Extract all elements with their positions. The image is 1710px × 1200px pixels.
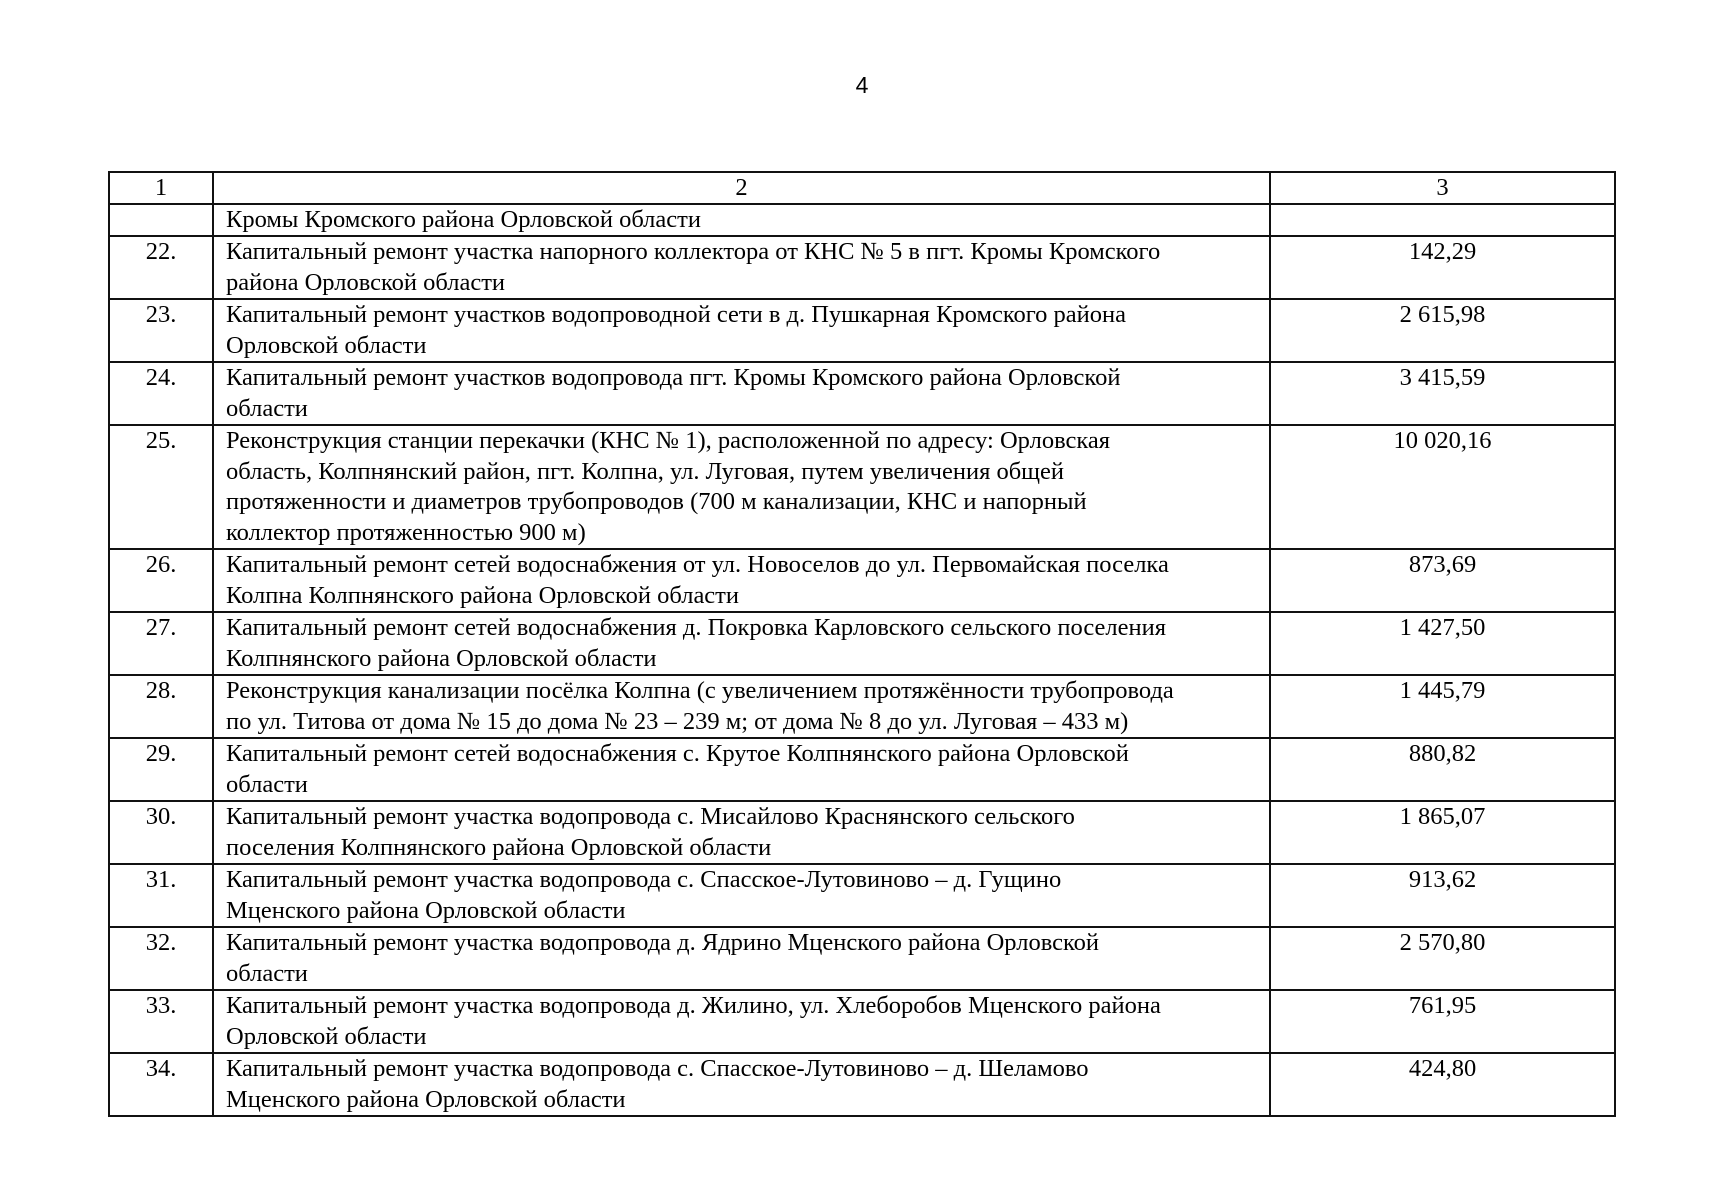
- table-row: [109, 801, 1615, 864]
- row-amount: 1 865,07: [1270, 801, 1615, 864]
- row-description: Капитальный ремонт сетей водоснабжения от ул. Новоселов до ул. Первомайская поселка Колпна Колпнянского района Орловской области: [213, 549, 1270, 612]
- row-description: Капитальный ремонт участка водопровода с. Спасское-Лутовиново – д. Шеламово Мценского района Орловской области: [213, 1053, 1270, 1116]
- table-row: [109, 990, 1615, 1053]
- table-row: [109, 675, 1615, 738]
- row-amount: 424,80: [1270, 1053, 1615, 1116]
- page-number: 4: [855, 72, 869, 98]
- table-row: [109, 425, 1615, 549]
- table-row: [109, 864, 1615, 927]
- table-row: [109, 738, 1615, 801]
- row-amount: 761,95: [1270, 990, 1615, 1053]
- row-number: 24.: [109, 362, 213, 425]
- row-number: 32.: [109, 927, 213, 990]
- continuation-row: [109, 204, 1615, 236]
- row-amount: [1270, 204, 1615, 236]
- row-number: [109, 204, 213, 236]
- header-col-2: 2: [213, 172, 1270, 204]
- row-amount: 913,62: [1270, 864, 1615, 927]
- row-number: 25.: [109, 425, 213, 549]
- row-description: Капитальный ремонт сетей водоснабжения д. Покровка Карловского сельского поселения Колпнянского района Орловской области: [213, 612, 1270, 675]
- header-col-1: 1: [109, 172, 213, 204]
- works-table: [108, 171, 1616, 1117]
- row-amount: 3 415,59: [1270, 362, 1615, 425]
- row-description: Реконструкция станции перекачки (КНС № 1), расположенной по адресу: Орловская область, Колпнянский район, пгт. Колпна, ул. Луговая, путем увеличения общей протяженности и диаметров трубопроводов (700 м канализации, КНС и напорный коллектор протяженностью 900 м): [213, 425, 1270, 549]
- row-amount: 2 615,98: [1270, 299, 1615, 362]
- row-amount: 10 020,16: [1270, 425, 1615, 549]
- table-row: [109, 927, 1615, 990]
- table-header-row: [109, 172, 1615, 204]
- row-description: Реконструкция канализации посёлка Колпна (с увеличением протяжённости трубопровода по ул. Титова от дома № 15 до дома № 23 – 239 м; от дома № 8 до ул. Луговая – 433 м): [213, 675, 1270, 738]
- row-description: Капитальный ремонт участков водопроводной сети в д. Пушкарная Кромского района Орловской области: [213, 299, 1270, 362]
- table-row: [109, 612, 1615, 675]
- row-amount: 1 427,50: [1270, 612, 1615, 675]
- row-description: Капитальный ремонт участка водопровода д. Жилино, ул. Хлеборобов Мценского района Орловской области: [213, 990, 1270, 1053]
- row-number: 33.: [109, 990, 213, 1053]
- row-number: 23.: [109, 299, 213, 362]
- row-amount: 142,29: [1270, 236, 1615, 299]
- row-number: 27.: [109, 612, 213, 675]
- header-col-3: 3: [1270, 172, 1615, 204]
- row-number: 30.: [109, 801, 213, 864]
- row-number: 31.: [109, 864, 213, 927]
- row-amount: 880,82: [1270, 738, 1615, 801]
- row-amount: 1 445,79: [1270, 675, 1615, 738]
- row-description: Капитальный ремонт участков водопровода пгт. Кромы Кромского района Орловской области: [213, 362, 1270, 425]
- row-amount: 873,69: [1270, 549, 1615, 612]
- row-number: 22.: [109, 236, 213, 299]
- row-amount: 2 570,80: [1270, 927, 1615, 990]
- row-description: Капитальный ремонт сетей водоснабжения с. Крутое Колпнянского района Орловской области: [213, 738, 1270, 801]
- table-row: [109, 236, 1615, 299]
- row-number: 34.: [109, 1053, 213, 1116]
- table-row: [109, 549, 1615, 612]
- table-row: [109, 362, 1615, 425]
- table-body: [109, 172, 1615, 1116]
- row-number: 29.: [109, 738, 213, 801]
- row-description: Капитальный ремонт участка водопровода с. Мисайлово Краснянского сельского поселения Колпнянского района Орловской области: [213, 801, 1270, 864]
- row-description: Капитальный ремонт участка напорного коллектора от КНС № 5 в пгт. Кромы Кромского района Орловской области: [213, 236, 1270, 299]
- row-description: Капитальный ремонт участка водопровода д. Ядрино Мценского района Орловской области: [213, 927, 1270, 990]
- table-row: [109, 299, 1615, 362]
- row-description: Кромы Кромского района Орловской области: [213, 204, 1270, 236]
- row-number: 28.: [109, 675, 213, 738]
- row-description: Капитальный ремонт участка водопровода с. Спасское-Лутовиново – д. Гущино Мценского района Орловской области: [213, 864, 1270, 927]
- row-number: 26.: [109, 549, 213, 612]
- table-row: [109, 1053, 1615, 1116]
